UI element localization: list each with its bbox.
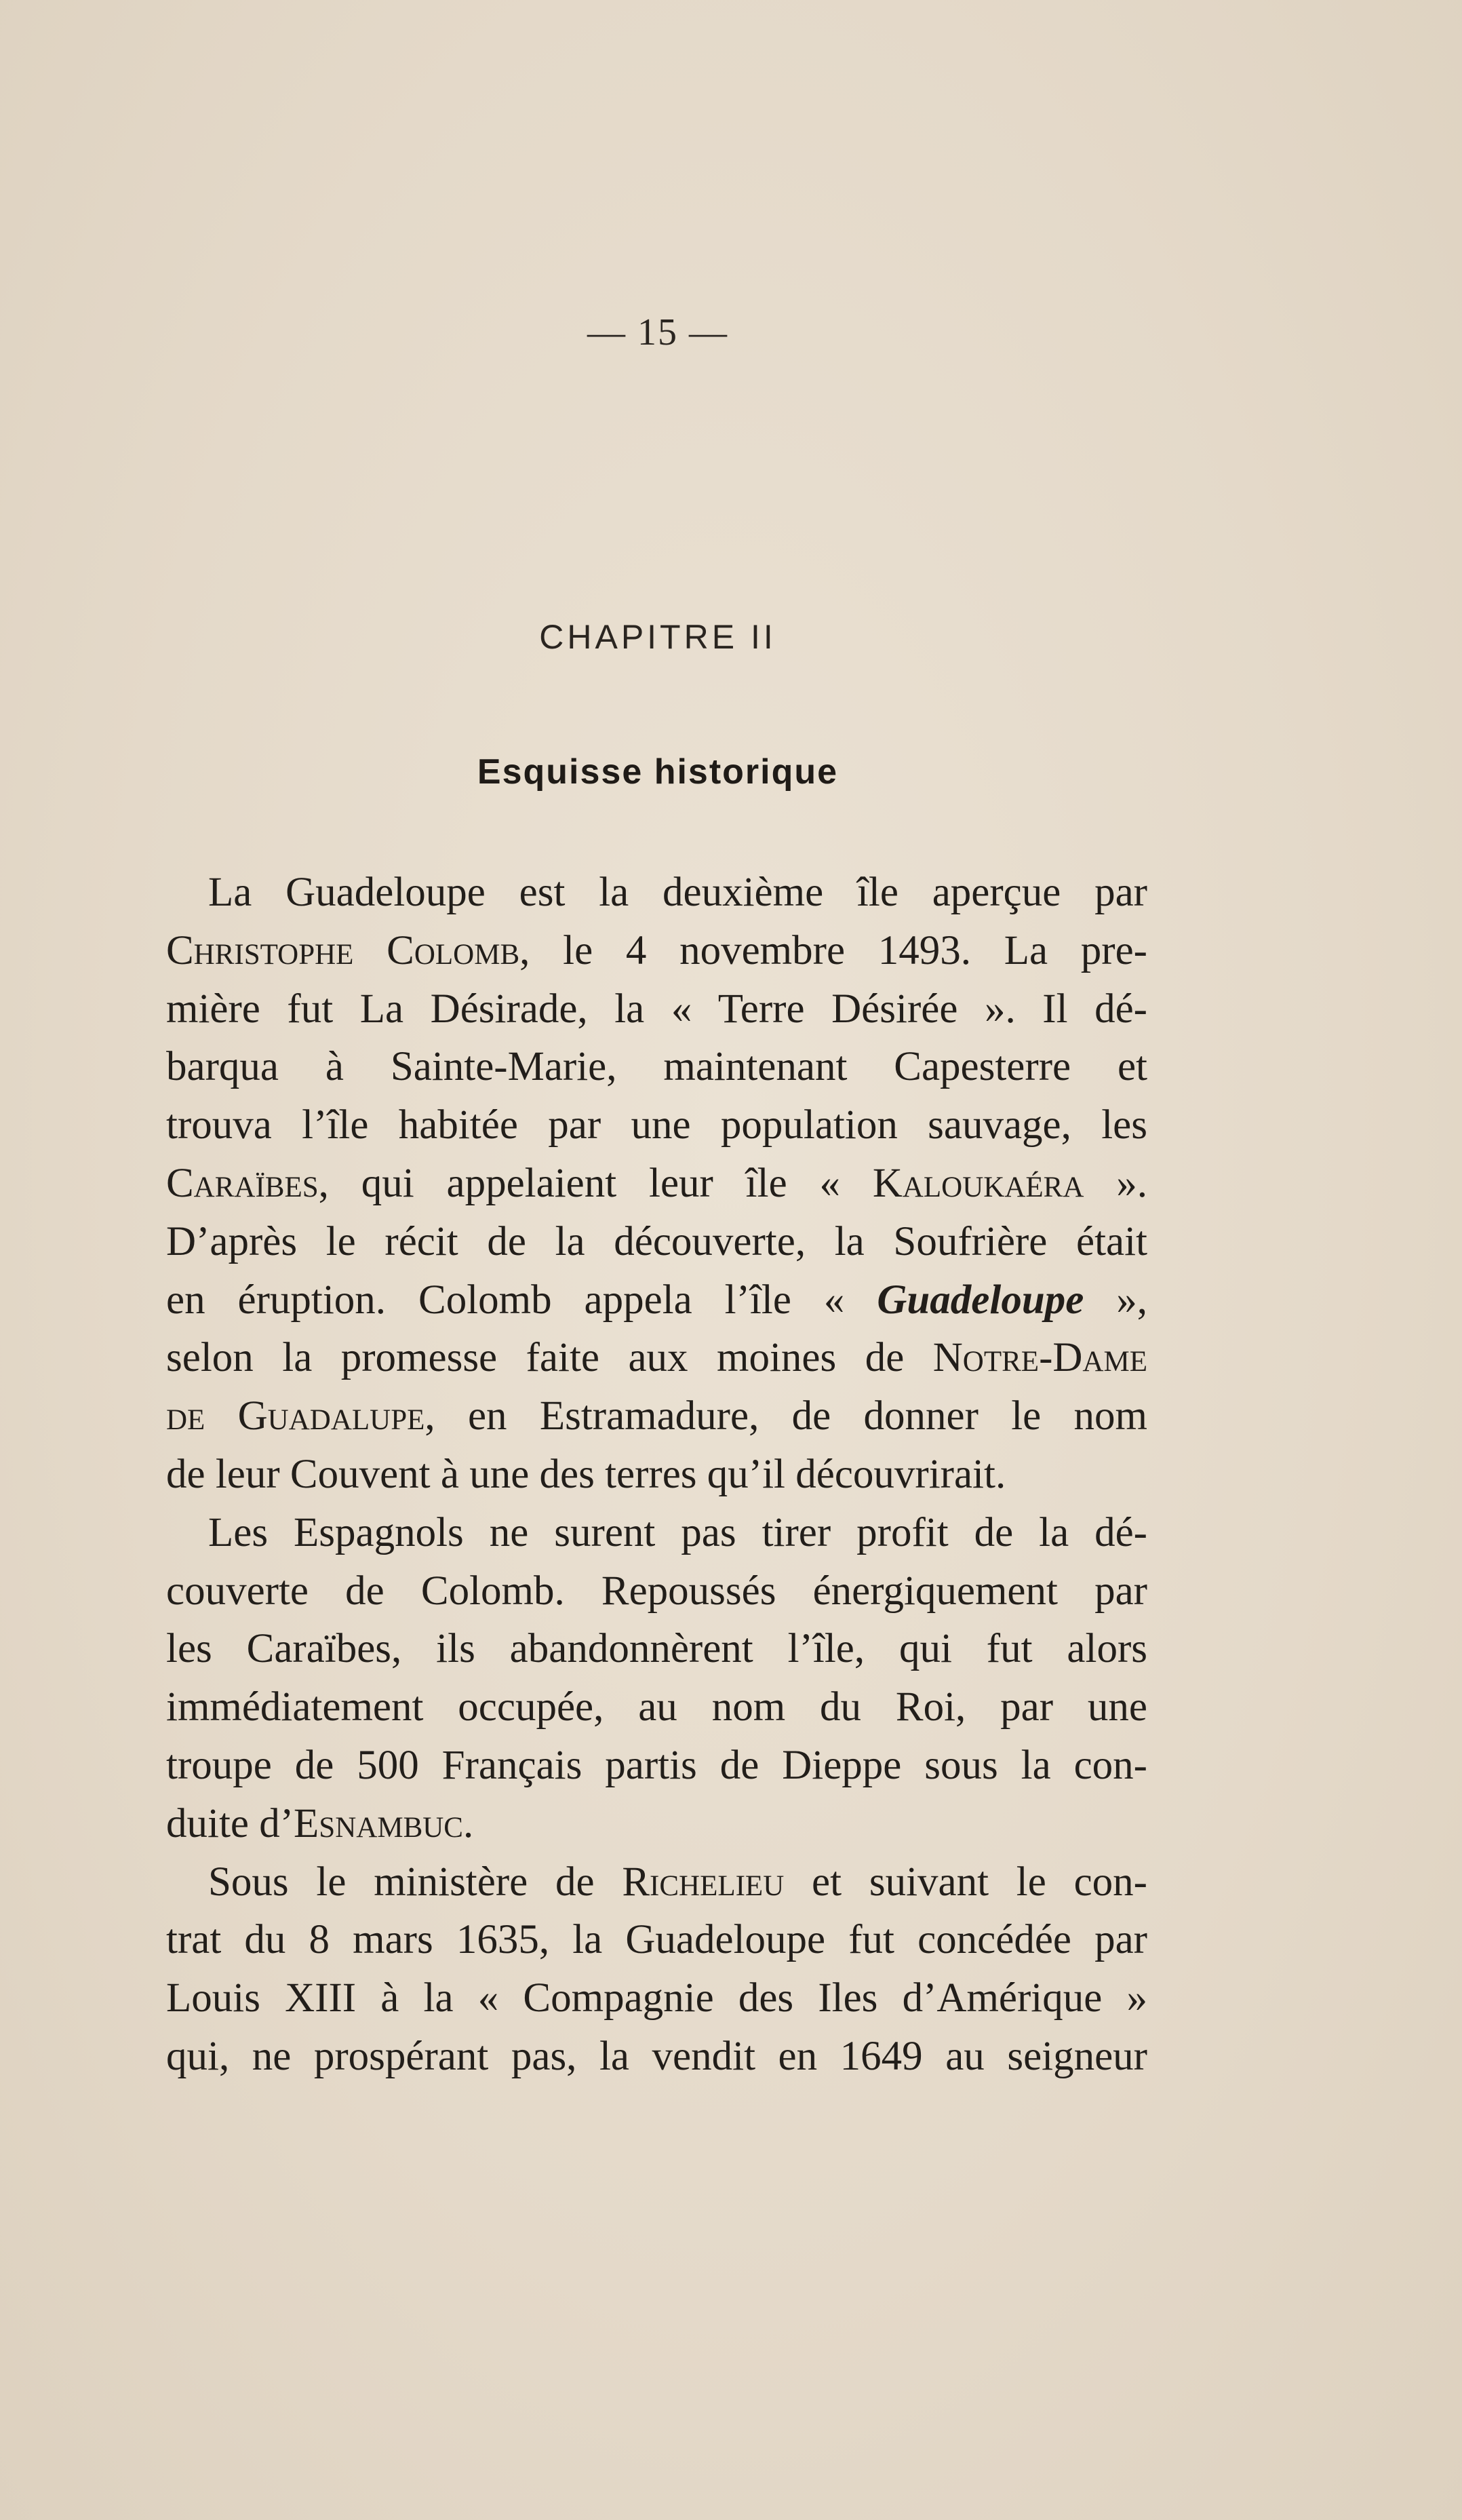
text-line xyxy=(166,1038,1147,1096)
page-number: — 15 — xyxy=(587,311,728,353)
proper-name: Notre-Dame xyxy=(932,1335,1147,1381)
text-run: trat du 8 mars 1635, la Guadeloupe fut concédée par xyxy=(166,1917,1147,1963)
section-title: Esquisse historique xyxy=(477,752,839,792)
proper-name: Esnambuc xyxy=(294,1800,463,1846)
text-run: barqua à Sainte-Marie, maintenant Capesterre et xyxy=(166,1044,1147,1090)
text-run: D’après le récit de la découverte, la Soufrière était xyxy=(166,1218,1147,1264)
text-run: La Guadeloupe est la deuxième île aperçue par xyxy=(208,870,1147,915)
emphasis: Guadeloupe xyxy=(877,1277,1084,1323)
text-run: , le 4 novembre 1493. La pre- xyxy=(519,927,1147,973)
proper-name: de Guadalupe xyxy=(166,1393,425,1439)
text-line xyxy=(166,1911,1147,1969)
text-line xyxy=(166,1446,1147,1504)
text-run: qui, ne prospérant pas, la vendit en 1649 au seigneur xyxy=(166,2033,1147,2079)
text-line xyxy=(166,1504,1147,1562)
text-line xyxy=(166,1387,1147,1446)
text-line xyxy=(166,1271,1147,1330)
text-run: en éruption. Colomb appela l’île « xyxy=(166,1277,877,1323)
text-line xyxy=(166,1329,1147,1387)
text-line xyxy=(166,864,1147,922)
text-run: , qui appelaient leur île « xyxy=(318,1160,873,1206)
text-run: duite d’ xyxy=(166,1800,294,1846)
text-line xyxy=(166,1096,1147,1155)
text-line xyxy=(166,980,1147,1039)
text-line xyxy=(166,922,1147,980)
text-line xyxy=(166,1213,1147,1271)
text-run: Les Espagnols ne surent pas tirer profit de la dé- xyxy=(208,1509,1147,1555)
proper-name: Christophe Colomb xyxy=(166,927,520,973)
body-text xyxy=(166,864,1147,2086)
proper-name: Caraïbes xyxy=(166,1160,319,1206)
text-line xyxy=(166,1795,1147,1853)
text-run: de leur Couvent à une des terres qu’il découvrirait. xyxy=(166,1451,1006,1497)
text-run: Louis XIII à la « Compagnie des Iles d’Amérique » xyxy=(166,1975,1147,2021)
text-run: et suivant le con- xyxy=(784,1859,1147,1905)
text-run: . xyxy=(462,1800,474,1846)
text-line xyxy=(166,1853,1147,1912)
text-run: », xyxy=(1084,1277,1148,1323)
text-run: couverte de Colomb. Repoussés énergiquement par xyxy=(166,1568,1147,1614)
chapter-heading: CHAPITRE II xyxy=(539,618,776,656)
text-run: Sous le ministère de xyxy=(208,1859,623,1905)
text-run: troupe de 500 Français partis de Dieppe sous la con- xyxy=(166,1742,1147,1788)
text-run: les Caraïbes, ils abandonnèrent l’île, qui fut alors xyxy=(166,1626,1147,1672)
text-line xyxy=(166,1620,1147,1678)
proper-name: Kaloukaéra xyxy=(872,1160,1084,1206)
text-run: , en Estramadure, de donner le nom xyxy=(424,1393,1147,1439)
text-line xyxy=(166,1155,1147,1213)
text-line xyxy=(166,1562,1147,1621)
text-run: trouva l’île habitée par une population sauvage, les xyxy=(166,1102,1147,1148)
text-line xyxy=(166,1678,1147,1737)
text-line xyxy=(166,2028,1147,2086)
text-line xyxy=(166,1737,1147,1795)
text-line xyxy=(166,1969,1147,2028)
text-run: ». xyxy=(1084,1160,1147,1206)
text-run: selon la promesse faite aux moines de xyxy=(166,1335,933,1381)
text-run: mière fut La Désirade, la « Terre Désirée ». Il dé- xyxy=(166,986,1147,1032)
text-run: immédiatement occupée, au nom du Roi, par une xyxy=(166,1684,1147,1730)
proper-name: Richelieu xyxy=(622,1859,785,1905)
